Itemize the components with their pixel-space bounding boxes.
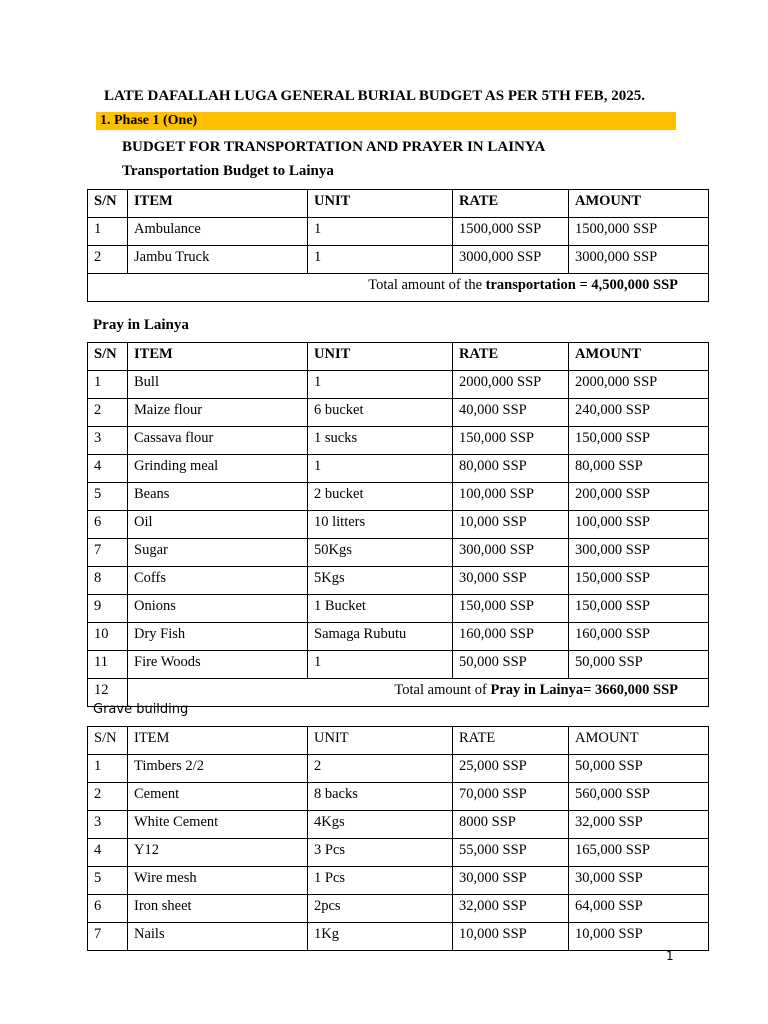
table-cell: 1 [88,218,128,246]
table-cell: 150,000 SSP [569,427,709,455]
table-row [88,483,709,511]
table-cell: 50,000 SSP [569,651,709,679]
table-cell: 2 [308,755,453,783]
table-cell: 1 Pcs [308,867,453,895]
table-cell: 10,000 SSP [569,923,709,951]
table-cell: 160,000 SSP [569,623,709,651]
table-cell: 240,000 SSP [569,399,709,427]
column-header: S/N [88,727,128,755]
grave-table [87,726,709,951]
table-cell: Jambu Truck [128,246,308,274]
table-cell: 6 [88,511,128,539]
table-row [88,783,709,811]
table-cell: 2 [88,246,128,274]
column-header: UNIT [308,190,453,218]
table-cell: Wire mesh [128,867,308,895]
table-cell: 10,000 SSP [453,923,569,951]
transport-heading: Transportation Budget to Lainya [122,163,334,179]
table-cell: 1500,000 SSP [453,218,569,246]
table-cell: 50Kgs [308,539,453,567]
table-cell: 4 [88,455,128,483]
table-cell: 2 bucket [308,483,453,511]
table-cell: 1500,000 SSP [569,218,709,246]
table-cell: Samaga Rubutu [308,623,453,651]
table-cell: Iron sheet [128,895,308,923]
table-row [88,923,709,951]
table-cell: 1 [308,651,453,679]
page-number: 1 [666,949,674,963]
table-cell: 32,000 SSP [453,895,569,923]
table-cell: 560,000 SSP [569,783,709,811]
transport-table [87,189,709,302]
table-row [88,246,709,274]
table-cell: 40,000 SSP [453,399,569,427]
table-cell: Oil [128,511,308,539]
table-cell: 150,000 SSP [453,595,569,623]
column-header: AMOUNT [569,343,709,371]
table-cell: 2 [88,783,128,811]
column-header: AMOUNT [569,727,709,755]
table-cell: 1 [308,218,453,246]
table-cell: 1 [308,371,453,399]
column-header: AMOUNT [569,190,709,218]
table-cell: 150,000 SSP [453,427,569,455]
table-row [88,651,709,679]
table-cell: 100,000 SSP [453,483,569,511]
table-cell: 80,000 SSP [569,455,709,483]
table-cell: White Cement [128,811,308,839]
table-cell: 150,000 SSP [569,567,709,595]
table-cell: Y12 [128,839,308,867]
table-cell: 11 [88,651,128,679]
header-row [88,190,709,218]
table-cell: 55,000 SSP [453,839,569,867]
table-row [88,218,709,246]
table-cell: Sugar [128,539,308,567]
table-row [88,755,709,783]
phase-label: 1. Phase 1 (One) [100,113,198,128]
column-header: RATE [453,190,569,218]
table-row [88,539,709,567]
table-cell: 2pcs [308,895,453,923]
table-cell: 1 [88,755,128,783]
table-cell: 8 [88,567,128,595]
table-cell: 100,000 SSP [569,511,709,539]
table-cell: 165,000 SSP [569,839,709,867]
table-cell: 1 sucks [308,427,453,455]
total-prefix: Total amount of the [368,277,486,293]
table-cell: 2000,000 SSP [453,371,569,399]
document-title: LATE DAFALLAH LUGA GENERAL BURIAL BUDGET AS PER 5TH FEB, 2025. [104,88,645,104]
table-cell: Beans [128,483,308,511]
table-cell: 200,000 SSP [569,483,709,511]
table-cell: 3 [88,427,128,455]
table-row [88,567,709,595]
table-cell: 70,000 SSP [453,783,569,811]
total-row [88,274,709,302]
table-cell: 1 [308,246,453,274]
table-cell: 4Kgs [308,811,453,839]
table-cell: 4 [88,839,128,867]
table-cell: 3000,000 SSP [569,246,709,274]
table-cell: Bull [128,371,308,399]
table-row [88,511,709,539]
table-row [88,623,709,651]
table-cell: 5 [88,867,128,895]
column-header: RATE [453,343,569,371]
header-row [88,727,709,755]
table-cell: 50,000 SSP [569,755,709,783]
table-cell: 10 [88,623,128,651]
total-cell [128,679,709,707]
table-cell: Onions [128,595,308,623]
column-header: ITEM [128,727,308,755]
column-header: S/N [88,343,128,371]
table-cell: 150,000 SSP [569,595,709,623]
table-row [88,371,709,399]
table-row [88,895,709,923]
table-cell: 8 backs [308,783,453,811]
table-cell: 30,000 SSP [453,567,569,595]
table-cell: 3 Pcs [308,839,453,867]
total-cell [88,274,709,302]
column-header: UNIT [308,727,453,755]
table-cell: 7 [88,539,128,567]
table-header [88,727,709,755]
table-row [88,867,709,895]
column-header: RATE [453,727,569,755]
table-cell: 1 [88,371,128,399]
table-cell: 32,000 SSP [569,811,709,839]
table-cell: 6 bucket [308,399,453,427]
total-sn: 12 [88,679,128,707]
table-header [88,190,709,218]
table-row [88,399,709,427]
table-cell: 1Kg [308,923,453,951]
table-cell: 5Kgs [308,567,453,595]
table-cell: 64,000 SSP [569,895,709,923]
table-row [88,811,709,839]
table-cell: 25,000 SSP [453,755,569,783]
table-cell: Timbers 2/2 [128,755,308,783]
table-cell: 9 [88,595,128,623]
total-prefix: Total amount of [394,682,491,698]
table-cell: 30,000 SSP [453,867,569,895]
table-cell: Cement [128,783,308,811]
table-row [88,427,709,455]
pray-table [87,342,709,707]
table-cell: 7 [88,923,128,951]
table-cell: 300,000 SSP [569,539,709,567]
table-row [88,595,709,623]
table-cell: 1 Bucket [308,595,453,623]
grave-heading: Grave building [93,702,189,717]
table-cell: 8000 SSP [453,811,569,839]
table-cell: 5 [88,483,128,511]
table-cell: Grinding meal [128,455,308,483]
table-cell: Cassava flour [128,427,308,455]
column-header: ITEM [128,343,308,371]
table-cell: 3000,000 SSP [453,246,569,274]
column-header: ITEM [128,190,308,218]
table-cell: 2 [88,399,128,427]
table-cell: Ambulance [128,218,308,246]
table-cell: 80,000 SSP [453,455,569,483]
table-cell: 2000,000 SSP [569,371,709,399]
table-cell: 10 litters [308,511,453,539]
table-cell: 160,000 SSP [453,623,569,651]
table-cell: Dry Fish [128,623,308,651]
table-cell: 1 [308,455,453,483]
table-cell: Maize flour [128,399,308,427]
table-cell: 30,000 SSP [569,867,709,895]
column-header: UNIT [308,343,453,371]
table-header [88,343,709,371]
table-cell: 6 [88,895,128,923]
table-cell: 10,000 SSP [453,511,569,539]
section-title: BUDGET FOR TRANSPORTATION AND PRAYER IN LAINYA [122,139,546,155]
table-cell: Nails [128,923,308,951]
table-row [88,839,709,867]
column-header: S/N [88,190,128,218]
table-cell: 300,000 SSP [453,539,569,567]
table-cell: Coffs [128,567,308,595]
pray-heading: Pray in Lainya [93,317,189,333]
total-value: Pray in Lainya= 3660,000 SSP [490,682,678,698]
table-cell: 3 [88,811,128,839]
header-row [88,343,709,371]
table-row [88,455,709,483]
table-cell: 50,000 SSP [453,651,569,679]
table-cell: Fire Woods [128,651,308,679]
total-value: transportation = 4,500,000 SSP [485,277,678,293]
